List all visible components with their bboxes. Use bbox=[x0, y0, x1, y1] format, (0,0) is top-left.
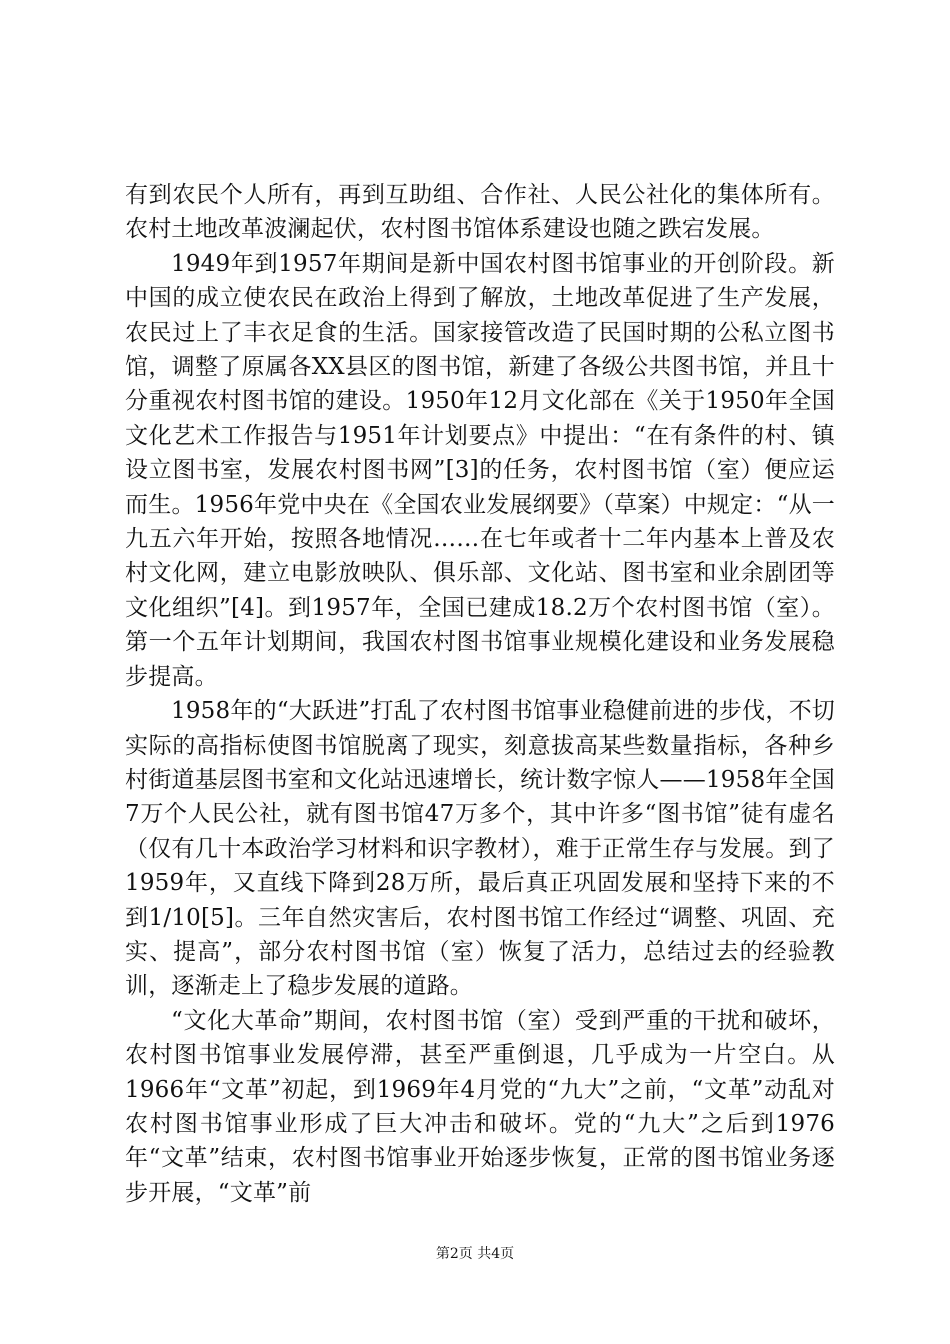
paragraph-great-leap-forward: 1958年的“大跃进”打乱了农村图书馆事业稳健前进的步伐，不切实际的高指标使图书馆脱离了现实，刻意拔高某些数量指标，各种乡村街道基层图书室和文化站迅速增长，统计数字惊人——1958年全国7万个人民公社，就有图书馆47万多个，其中许多“图书馆”徒有虚名（仅有几十本政治学习材料和识字教材），难于正常生存与发展。到了1959年，又直线下降到28万所，最后真正巩固发展和坚持下来的不到1/10[5]。三年自然灾害后，农村图书馆工作经过“调整、巩固、充实、提高”，部分农村图书馆（室）恢复了活力，总结过去的经验教训，逐渐走上了稳步发展的道路。 bbox=[125, 698, 835, 1000]
page-footer: 第2页 共4页 bbox=[435, 1246, 515, 1262]
body-text bbox=[125, 178, 835, 1210]
paragraph-1949-1957: 1949年到1957年期间是新中国农村图书馆事业的开创阶段。新中国的成立使农民在政治上得到了解放，土地改革促进了生产发展，农民过上了丰衣足食的生活。国家接管改造了民国时期的公私立图书馆，调整了原属各XX县区的图书馆，新建了各级公共图书馆，并且十分重视农村图书馆的建设。1950年12月文化部在《关于1950年全国文化艺术工作报告与1951年计划要点》中提出：“在有条件的村、镇设立图书室，发展农村图书网”[3]的任务，农村图书馆（室）便应运而生。1956年党中央在《全国农业发展纲要》（草案）中规定：“从一九五六年开始，按照各地情况……在七年或者十二年内基本上普及农村文化网，建立电影放映队、俱乐部、文化站、图书室和业余剧团等文化组织”[4]。到1957年，全国已建成18.2万个农村图书馆（室）。第一个五年计划期间，我国农村图书馆事业规模化建设和业务发展稳步提高。 bbox=[125, 250, 835, 690]
paragraph-cultural-revolution: “文化大革命”期间，农村图书馆（室）受到严重的干扰和破坏，农村图书馆事业发展停滞，甚至严重倒退，几乎成为一片空白。从1966年“文革”初起，到1969年4月党的“九大”之前，“文革”动乱对农村图书馆事业形成了巨大冲击和破坏。党的“九大”之后到1976年“文革”结束，农村图书馆事业开始逐步恢复，正常的图书馆业务逐步开展，“文革”前 bbox=[125, 1007, 835, 1206]
paragraph-continuation: 有到农民个人所有，再到互助组、合作社、人民公社化的集体所有。农村土地改革波澜起伏，农村图书馆体系建设也随之跌宕发展。 bbox=[125, 182, 835, 243]
